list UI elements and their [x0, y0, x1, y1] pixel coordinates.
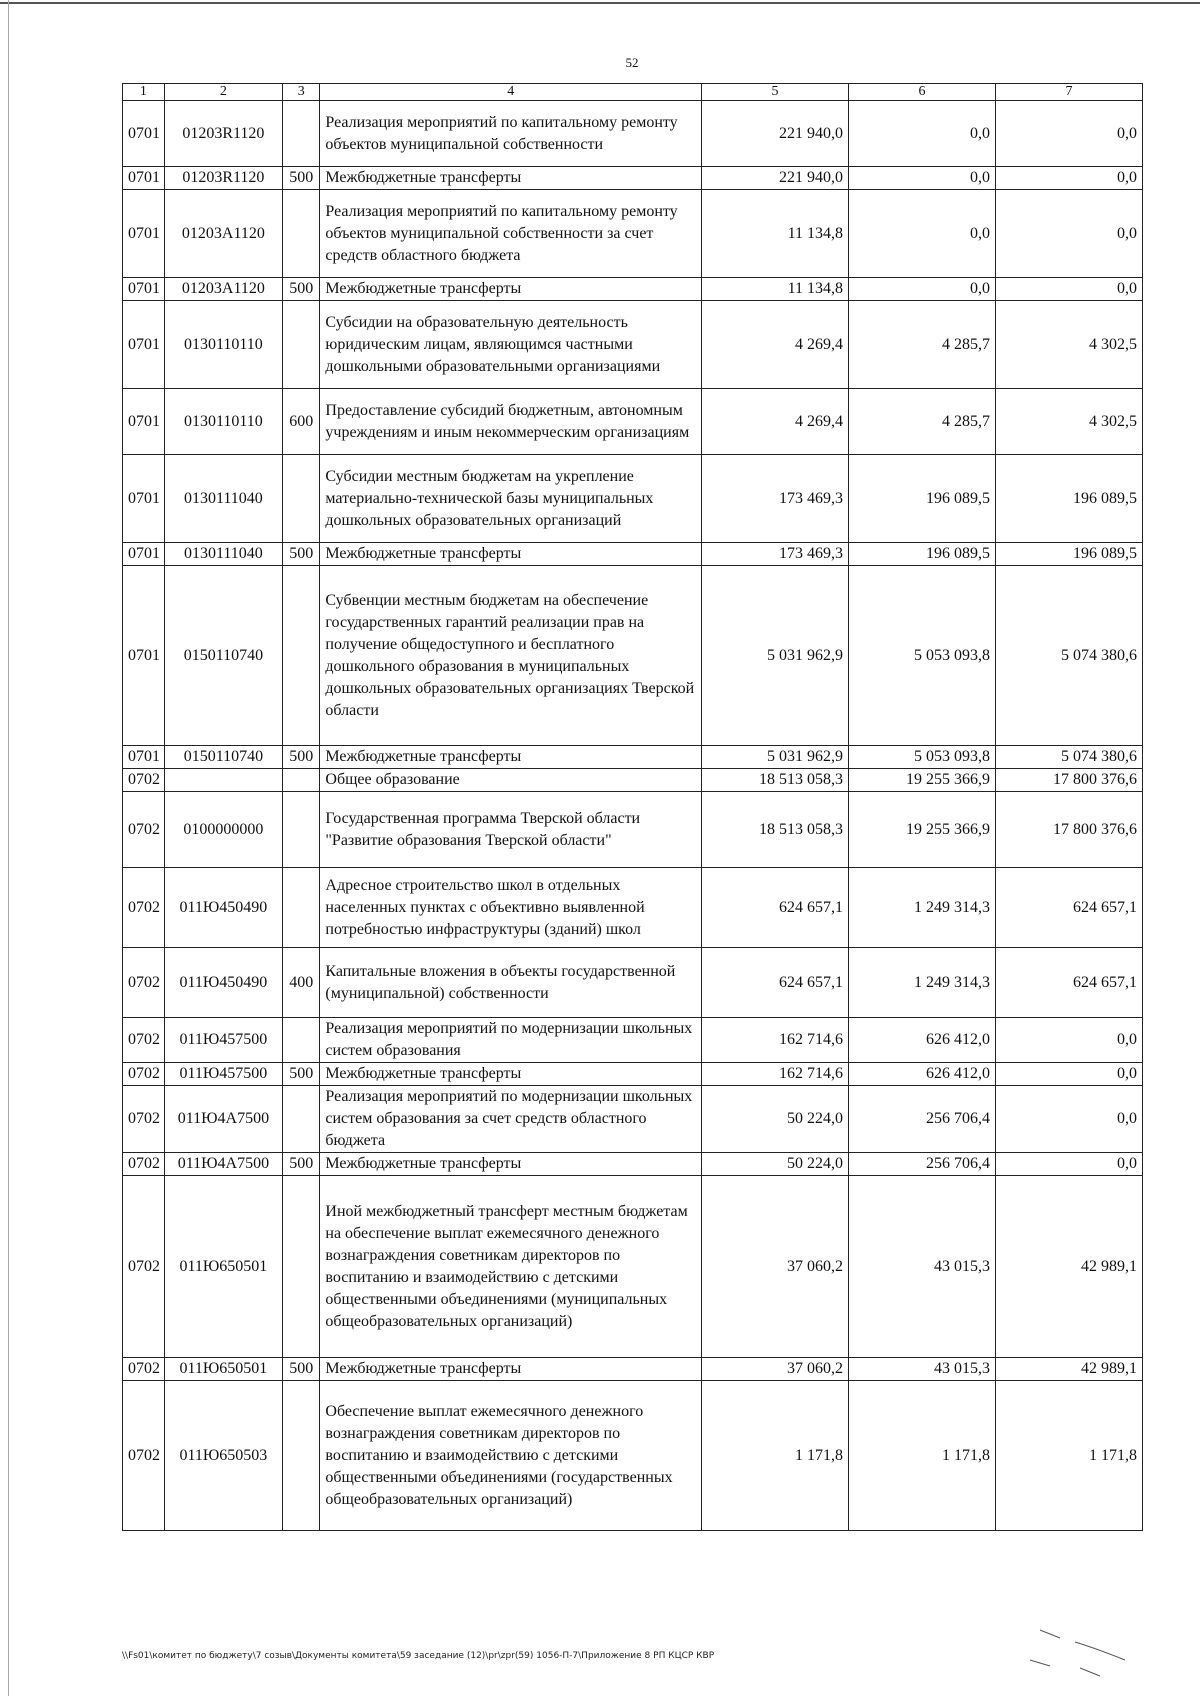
amount-year2-cell: 256 706,4 — [849, 1086, 996, 1153]
section-cell: 0701 — [123, 278, 165, 301]
section-cell: 0702 — [123, 1176, 165, 1358]
target-code-cell: 011Ю457500 — [164, 1018, 282, 1063]
table-row — [123, 1176, 1143, 1358]
target-code-cell: 011Ю4A7500 — [164, 1153, 282, 1176]
expense-type-cell — [283, 566, 320, 746]
section-cell: 0701 — [123, 389, 165, 455]
expense-type-cell — [283, 1176, 320, 1358]
section-cell: 0702 — [123, 948, 165, 1018]
description-cell: Реализация мероприятий по капитальному ремонту объектов муниципальной собственности за счет средств областного бюджета — [320, 190, 702, 278]
description-cell: Субсидии на образовательную деятельность юридическим лицам, являющимся частными дошкольными образовательными организациями — [320, 301, 702, 389]
target-code-cell: 011Ю650501 — [164, 1358, 282, 1381]
section-cell: 0702 — [123, 1358, 165, 1381]
expense-type-cell — [283, 301, 320, 389]
section-cell: 0702 — [123, 1086, 165, 1153]
description-cell: Межбюджетные трансферты — [320, 543, 702, 566]
target-code-cell: 0100000000 — [164, 792, 282, 868]
amount-year2-cell: 19 255 366,9 — [849, 769, 996, 792]
amount-year2-cell: 1 171,8 — [849, 1381, 996, 1531]
section-cell: 0702 — [123, 792, 165, 868]
table-row — [123, 769, 1143, 792]
expense-type-cell: 400 — [283, 948, 320, 1018]
amount-year1-cell: 18 513 058,3 — [702, 769, 849, 792]
expense-type-cell: 500 — [283, 1063, 320, 1086]
expense-type-cell — [283, 190, 320, 278]
target-code-cell: 011Ю650503 — [164, 1381, 282, 1531]
target-code-cell: 011Ю4A7500 — [164, 1086, 282, 1153]
table-row — [123, 190, 1143, 278]
table-row — [123, 1381, 1143, 1531]
expense-type-cell — [283, 101, 320, 167]
amount-year3-cell: 0,0 — [995, 190, 1142, 278]
amount-year1-cell: 173 469,3 — [702, 455, 849, 543]
description-cell: Обеспечение выплат ежемесячного денежного вознаграждения советникам директоров по воспитанию и взаимодействию с детскими общественными объединениями (государственных общеобразовательных организаций) — [320, 1381, 702, 1531]
amount-year2-cell: 5 053 093,8 — [849, 746, 996, 769]
file-path-footer: \\Fs01\комитет по бюджету\7 созыв\Документы комитета\59 заседание (12)\pr\zpr(59) 1056-П-7\Приложение 8 РП КЦСР КВР — [122, 1651, 715, 1661]
expense-type-cell: 500 — [283, 543, 320, 566]
target-code-cell: 011Ю457500 — [164, 1063, 282, 1086]
amount-year3-cell: 0,0 — [995, 1018, 1142, 1063]
description-cell: Субсидии местным бюджетам на укрепление материально-технической базы муниципальных дошкольных образовательных организаций — [320, 455, 702, 543]
amount-year2-cell: 0,0 — [849, 278, 996, 301]
amount-year3-cell: 17 800 376,6 — [995, 792, 1142, 868]
target-code-cell: 01203R1120 — [164, 101, 282, 167]
amount-year2-cell: 4 285,7 — [849, 301, 996, 389]
column-header: 6 — [849, 84, 996, 101]
column-header: 5 — [702, 84, 849, 101]
table-row — [123, 868, 1143, 948]
expense-type-cell — [283, 455, 320, 543]
section-cell: 0701 — [123, 101, 165, 167]
column-header: 2 — [164, 84, 282, 101]
description-cell: Общее образование — [320, 769, 702, 792]
expense-type-cell: 500 — [283, 1153, 320, 1176]
column-header: 3 — [283, 84, 320, 101]
description-cell: Иной межбюджетный трансферт местным бюджетам на обеспечение выплат ежемесячного денежного вознаграждения советникам директоров по воспитанию и взаимодействию с детскими общественными объединениями (муниципальных общеобразовательных организаций) — [320, 1176, 702, 1358]
target-code-cell: 01203A1120 — [164, 190, 282, 278]
amount-year2-cell: 256 706,4 — [849, 1153, 996, 1176]
section-cell: 0702 — [123, 1018, 165, 1063]
target-code-cell: 01203R1120 — [164, 167, 282, 190]
amount-year3-cell: 0,0 — [995, 1063, 1142, 1086]
table-row — [123, 1063, 1143, 1086]
expense-type-cell — [283, 769, 320, 792]
amount-year2-cell: 19 255 366,9 — [849, 792, 996, 868]
amount-year1-cell: 221 940,0 — [702, 167, 849, 190]
expense-type-cell — [283, 868, 320, 948]
amount-year1-cell: 5 031 962,9 — [702, 746, 849, 769]
amount-year1-cell: 162 714,6 — [702, 1063, 849, 1086]
target-code-cell: 011Ю650501 — [164, 1176, 282, 1358]
table-row — [123, 455, 1143, 543]
description-cell: Реализация мероприятий по модернизации школьных систем образования — [320, 1018, 702, 1063]
section-cell: 0701 — [123, 190, 165, 278]
amount-year3-cell: 624 657,1 — [995, 868, 1142, 948]
column-header: 7 — [995, 84, 1142, 101]
budget-table — [122, 83, 1143, 1531]
description-cell: Межбюджетные трансферты — [320, 1358, 702, 1381]
section-cell: 0702 — [123, 769, 165, 792]
amount-year3-cell: 196 089,5 — [995, 455, 1142, 543]
description-cell: Государственная программа Тверской области "Развитие образования Тверской области" — [320, 792, 702, 868]
target-code-cell: 011Ю450490 — [164, 948, 282, 1018]
table-row — [123, 566, 1143, 746]
amount-year3-cell: 624 657,1 — [995, 948, 1142, 1018]
target-code-cell: 0150110740 — [164, 746, 282, 769]
amount-year2-cell: 0,0 — [849, 190, 996, 278]
expense-type-cell — [283, 1086, 320, 1153]
table-row — [123, 278, 1143, 301]
description-cell: Субвенции местным бюджетам на обеспечение государственных гарантий реализации прав на получение общедоступного и бесплатного дошкольного образования в муниципальных дошкольных образовательных организациях Тверской области — [320, 566, 702, 746]
table-row — [123, 167, 1143, 190]
amount-year1-cell: 162 714,6 — [702, 1018, 849, 1063]
column-header-row — [123, 84, 1143, 101]
amount-year2-cell: 43 015,3 — [849, 1176, 996, 1358]
amount-year2-cell: 196 089,5 — [849, 455, 996, 543]
target-code-cell: 0130110110 — [164, 389, 282, 455]
section-cell: 0702 — [123, 1153, 165, 1176]
section-cell: 0701 — [123, 167, 165, 190]
table-row — [123, 389, 1143, 455]
table-row — [123, 101, 1143, 167]
handwritten-mark — [1020, 1620, 1140, 1680]
description-cell: Межбюджетные трансферты — [320, 1153, 702, 1176]
amount-year2-cell: 4 285,7 — [849, 389, 996, 455]
amount-year1-cell: 4 269,4 — [702, 301, 849, 389]
amount-year1-cell: 624 657,1 — [702, 868, 849, 948]
amount-year2-cell: 626 412,0 — [849, 1018, 996, 1063]
target-code-cell: 01203A1120 — [164, 278, 282, 301]
amount-year3-cell: 4 302,5 — [995, 301, 1142, 389]
description-cell: Межбюджетные трансферты — [320, 167, 702, 190]
amount-year1-cell: 1 171,8 — [702, 1381, 849, 1531]
amount-year3-cell: 0,0 — [995, 101, 1142, 167]
amount-year3-cell: 5 074 380,6 — [995, 566, 1142, 746]
table-row — [123, 301, 1143, 389]
table-row — [123, 1153, 1143, 1176]
column-header: 1 — [123, 84, 165, 101]
amount-year2-cell: 626 412,0 — [849, 1063, 996, 1086]
expense-type-cell: 500 — [283, 746, 320, 769]
description-cell: Адресное строительство школ в отдельных населенных пунктах с объективно выявленной потребностью инфраструктуры (зданий) школ — [320, 868, 702, 948]
column-header: 4 — [320, 84, 702, 101]
amount-year2-cell: 0,0 — [849, 167, 996, 190]
amount-year3-cell: 196 089,5 — [995, 543, 1142, 566]
table-row — [123, 746, 1143, 769]
section-cell: 0701 — [123, 566, 165, 746]
top-border-line — [0, 2, 1200, 4]
section-cell: 0701 — [123, 746, 165, 769]
amount-year1-cell: 173 469,3 — [702, 543, 849, 566]
amount-year3-cell: 0,0 — [995, 278, 1142, 301]
expense-type-cell — [283, 1381, 320, 1531]
amount-year1-cell: 11 134,8 — [702, 278, 849, 301]
amount-year1-cell: 18 513 058,3 — [702, 792, 849, 868]
description-cell: Предоставление субсидий бюджетным, автономным учреждениям и иным некоммерческим организациям — [320, 389, 702, 455]
amount-year2-cell: 0,0 — [849, 101, 996, 167]
amount-year1-cell: 37 060,2 — [702, 1176, 849, 1358]
amount-year1-cell: 50 224,0 — [702, 1086, 849, 1153]
expense-type-cell: 500 — [283, 167, 320, 190]
target-code-cell: 0130111040 — [164, 455, 282, 543]
description-cell: Межбюджетные трансферты — [320, 1063, 702, 1086]
target-code-cell: 011Ю450490 — [164, 868, 282, 948]
description-cell: Реализация мероприятий по модернизации школьных систем образования за счет средств областного бюджета — [320, 1086, 702, 1153]
amount-year3-cell: 5 074 380,6 — [995, 746, 1142, 769]
amount-year3-cell: 4 302,5 — [995, 389, 1142, 455]
section-cell: 0701 — [123, 455, 165, 543]
expense-type-cell: 500 — [283, 1358, 320, 1381]
amount-year1-cell: 221 940,0 — [702, 101, 849, 167]
table-row — [123, 1086, 1143, 1153]
amount-year2-cell: 1 249 314,3 — [849, 948, 996, 1018]
amount-year1-cell: 624 657,1 — [702, 948, 849, 1018]
amount-year2-cell: 1 249 314,3 — [849, 868, 996, 948]
description-cell: Реализация мероприятий по капитальному ремонту объектов муниципальной собственности — [320, 101, 702, 167]
amount-year1-cell: 11 134,8 — [702, 190, 849, 278]
amount-year2-cell: 43 015,3 — [849, 1358, 996, 1381]
amount-year3-cell: 0,0 — [995, 167, 1142, 190]
amount-year2-cell: 5 053 093,8 — [849, 566, 996, 746]
amount-year1-cell: 37 060,2 — [702, 1358, 849, 1381]
amount-year2-cell: 196 089,5 — [849, 543, 996, 566]
target-code-cell: 0130111040 — [164, 543, 282, 566]
amount-year3-cell: 1 171,8 — [995, 1381, 1142, 1531]
amount-year3-cell: 17 800 376,6 — [995, 769, 1142, 792]
section-cell: 0702 — [123, 868, 165, 948]
left-border-line — [8, 0, 9, 1696]
table-row — [123, 543, 1143, 566]
description-cell: Капитальные вложения в объекты государственной (муниципальной) собственности — [320, 948, 702, 1018]
amount-year1-cell: 4 269,4 — [702, 389, 849, 455]
table-row — [123, 1358, 1143, 1381]
table-row — [123, 792, 1143, 868]
section-cell: 0701 — [123, 301, 165, 389]
target-code-cell: 0150110740 — [164, 566, 282, 746]
description-cell: Межбюджетные трансферты — [320, 278, 702, 301]
table-row — [123, 1018, 1143, 1063]
section-cell: 0701 — [123, 543, 165, 566]
expense-type-cell: 500 — [283, 278, 320, 301]
amount-year3-cell: 42 989,1 — [995, 1176, 1142, 1358]
table-row — [123, 948, 1143, 1018]
amount-year3-cell: 0,0 — [995, 1086, 1142, 1153]
amount-year3-cell: 0,0 — [995, 1153, 1142, 1176]
page-number: 52 — [625, 55, 639, 70]
amount-year1-cell: 5 031 962,9 — [702, 566, 849, 746]
target-code-cell: 0130110110 — [164, 301, 282, 389]
expense-type-cell — [283, 792, 320, 868]
expense-type-cell — [283, 1018, 320, 1063]
expense-type-cell: 600 — [283, 389, 320, 455]
amount-year3-cell: 42 989,1 — [995, 1358, 1142, 1381]
description-cell: Межбюджетные трансферты — [320, 746, 702, 769]
amount-year1-cell: 50 224,0 — [702, 1153, 849, 1176]
section-cell: 0702 — [123, 1063, 165, 1086]
target-code-cell — [164, 769, 282, 792]
section-cell: 0702 — [123, 1381, 165, 1531]
